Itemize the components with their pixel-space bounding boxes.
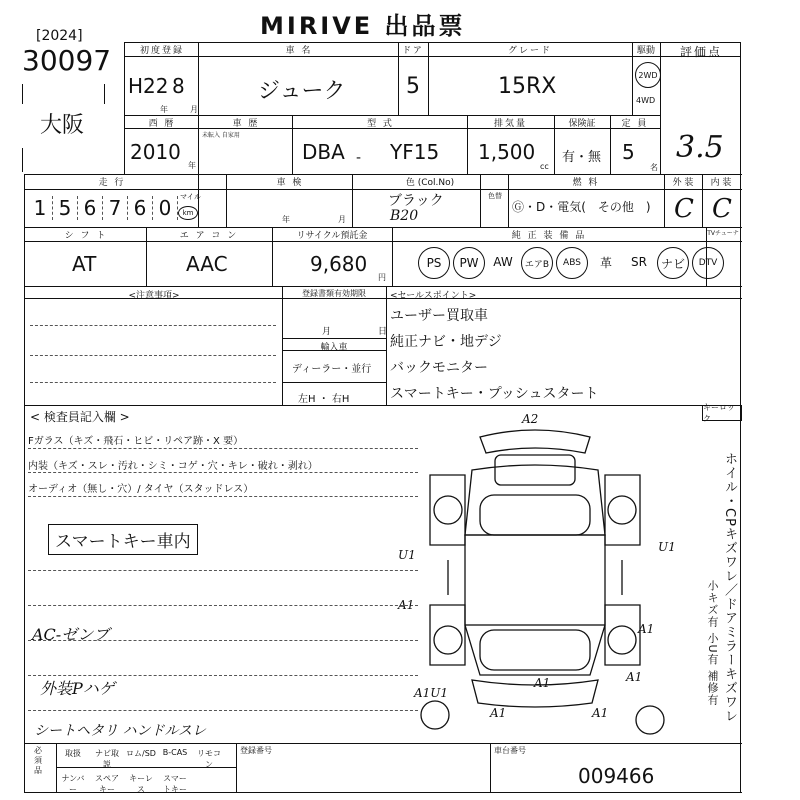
first-reg-era: H22 <box>128 74 169 98</box>
sales-point: ユーザー買取車 <box>390 308 488 324</box>
label-capacity: 定 員 <box>621 119 649 129</box>
equipment-item: SR <box>631 255 647 269</box>
interior-line: 内装（キズ・スレ・汚れ・シミ・コゲ・穴・キレ・破れ・剥れ） <box>28 461 318 472</box>
equipment-item: 革 <box>599 255 612 270</box>
damage-mark: A1 <box>534 676 551 690</box>
capacity-value: 5 <box>622 140 635 164</box>
year-suffix: 年 <box>188 161 196 170</box>
recycle-value: 9,680 <box>310 252 368 276</box>
history-note: 未転入 自家用 <box>202 132 240 139</box>
label-car-name: 車 名 <box>285 46 313 56</box>
label-color: 色 (Col.No) <box>405 178 455 188</box>
mei-label: 名 <box>650 163 658 172</box>
inspection-year: 年 <box>282 215 290 224</box>
mileage-digit: 1 <box>28 196 53 220</box>
damage-mark: A1 <box>626 670 643 684</box>
footer-item: スペアキー <box>95 774 119 794</box>
handwritten-note-1: AC-ゼンブ <box>32 625 110 644</box>
drive-4wd: 4WD <box>636 96 656 105</box>
label-displacement: 排気量 <box>493 119 527 129</box>
footer-items-row-2 <box>58 773 190 795</box>
inspector-header: < 検査員記入欄 > <box>30 410 130 424</box>
reg-number-label: 登録番号 <box>240 746 272 755</box>
color-code: B20 <box>390 208 419 224</box>
aircon-value: AAC <box>186 252 228 276</box>
sales-header: <セールスポイント> <box>390 291 477 301</box>
import-header: 輸入車 <box>320 343 348 353</box>
label-history: 車 歴 <box>232 119 260 129</box>
handwritten-note-2: 外装Pハゲ <box>40 679 115 698</box>
footer-items-row-1 <box>58 748 224 770</box>
cc-label: cc <box>540 162 549 171</box>
damage-mark: U1 <box>398 548 416 562</box>
equipment-item: ABS <box>556 247 588 279</box>
keylock-side-text: ホイル・CPキズワレ／ドアミラーキズワレ <box>722 452 737 723</box>
equipment-item: PS <box>418 247 450 279</box>
label-score: 評価点 <box>679 45 722 59</box>
reg-month: 月 <box>322 327 332 337</box>
damage-mark: A1 <box>592 706 609 720</box>
damage-mark: A2 <box>522 412 539 426</box>
label-model: 型 式 <box>367 119 394 129</box>
label-tuner: TVチューナー <box>707 230 739 246</box>
footer-side-label: 必須品 <box>34 746 42 775</box>
footer-item: 取扱 <box>65 749 81 758</box>
insurance-value: 有・無 <box>562 150 602 165</box>
mileage-digit: 5 <box>53 196 78 220</box>
label-insurance: 保険証 <box>568 119 596 129</box>
drive-2wd: 2WD <box>635 62 661 88</box>
mile-label: マイル <box>180 193 201 201</box>
label-model-year: 西 暦 <box>148 119 176 129</box>
damage-mark: A1 <box>398 598 415 612</box>
equipment-list <box>418 247 724 279</box>
label-exterior: 外 装 <box>672 178 694 188</box>
exterior-value: C <box>674 194 694 224</box>
equipment-item: AW <box>493 255 513 269</box>
fuel-value: Ⓖ・D・電気( その他 ) <box>512 200 651 214</box>
glass-line: Fガラス（キズ・飛石・ヒビ・リペア跡・X 要） <box>28 436 244 447</box>
damage-mark: U1 <box>658 540 676 554</box>
label-grade: グレード <box>507 46 552 56</box>
footer-item: ナビ取説 <box>95 749 119 769</box>
sales-point: スマートキー・プッシュスタート <box>390 386 599 402</box>
first-reg-month: 8 <box>172 74 185 98</box>
reg-day: 日 <box>378 327 388 337</box>
km-label: km <box>178 206 198 220</box>
caution-header: <注意事項> <box>128 291 180 301</box>
sales-point: 純正ナビ・地デジ <box>390 334 502 350</box>
yen-label: 円 <box>378 273 386 282</box>
handwritten-note-3: シートヘタリ ハンドルスレ <box>34 723 207 739</box>
handle-side: 左H ・ 右H <box>298 394 350 405</box>
footer-item: ナンバー <box>61 774 85 794</box>
score-value: 3.5 <box>676 130 724 165</box>
label-mileage: 走 行 <box>98 178 126 188</box>
label-drive: 駆動 <box>636 46 655 56</box>
equipment-item: PW <box>453 247 485 279</box>
footer-item: キーレス <box>129 774 153 794</box>
lot-number: 30097 <box>22 44 112 77</box>
reg-deadline-header: 登録書類有効期限 <box>302 289 366 298</box>
equipment-item: DTV <box>692 247 724 279</box>
interior-value: C <box>712 194 732 224</box>
damage-mark: A1U1 <box>414 686 449 700</box>
label-door: ドア <box>402 46 424 56</box>
displacement-value: 1,500 <box>478 140 536 164</box>
color-change-label: 色替 <box>488 192 502 200</box>
model-prefix: DBA <box>302 140 345 164</box>
label-shift: シ フ ト <box>64 231 108 241</box>
label-interior: 内 装 <box>710 178 732 188</box>
audio-line: オーディオ（無し・穴）/ タイヤ（スタッドレス） <box>28 484 254 495</box>
footer-item: ロム/SD <box>126 749 156 758</box>
inspection-month: 月 <box>338 215 346 224</box>
chassis-label: 車台番号 <box>494 746 526 755</box>
equipment-item: ナビ <box>657 247 689 279</box>
label-recycle: リサイクル預託金 <box>296 231 368 241</box>
mileage-digit: 6 <box>78 196 103 220</box>
tsuki-label: 月 <box>190 105 198 114</box>
color-value: ブラック <box>388 193 444 209</box>
damage-mark: A1 <box>490 706 507 720</box>
footer-item: スマートキー <box>163 774 187 794</box>
import-dealer: ディーラー・並行 <box>292 364 372 375</box>
label-first-reg: 初度登録 <box>139 46 184 56</box>
door-count: 5 <box>406 74 420 99</box>
equipment-item: エアB <box>521 247 553 279</box>
nen-label: 年 <box>160 105 168 114</box>
keylock-header: キーロック <box>702 405 742 421</box>
mileage-digit: 7 <box>103 196 128 220</box>
grade-value: 15RX <box>498 74 557 99</box>
lot-year: [2024] <box>36 28 83 44</box>
footer-item: リモコン <box>197 749 221 769</box>
mileage-digit: 0 <box>153 196 178 220</box>
car-name: ジューク <box>258 79 346 104</box>
model-year: 2010 <box>130 140 181 164</box>
label-equipment: 純 正 装 備 品 <box>511 231 587 241</box>
label-inspection: 車 検 <box>276 178 304 188</box>
smartkey-stamp: スマートキー車内 <box>48 524 198 555</box>
label-aircon: エ ア コ ン <box>179 231 239 241</box>
sales-points <box>390 303 598 407</box>
footer-item: B-CAS <box>162 748 188 757</box>
sales-point: バックモニター <box>390 360 488 376</box>
document-title: MIRIVE 出品票 <box>260 12 466 40</box>
mileage-digit: 6 <box>128 196 153 220</box>
keylock-legend: 小キズ有 小U有 補修有 <box>706 580 719 707</box>
model-code: YF15 <box>390 140 440 164</box>
shift-value: AT <box>72 252 97 276</box>
lot-location: 大阪 <box>40 113 85 138</box>
damage-mark: A1 <box>638 622 655 636</box>
chassis-number: 009466 <box>578 764 655 788</box>
mileage-value <box>28 196 178 220</box>
label-fuel: 燃 料 <box>572 178 600 188</box>
